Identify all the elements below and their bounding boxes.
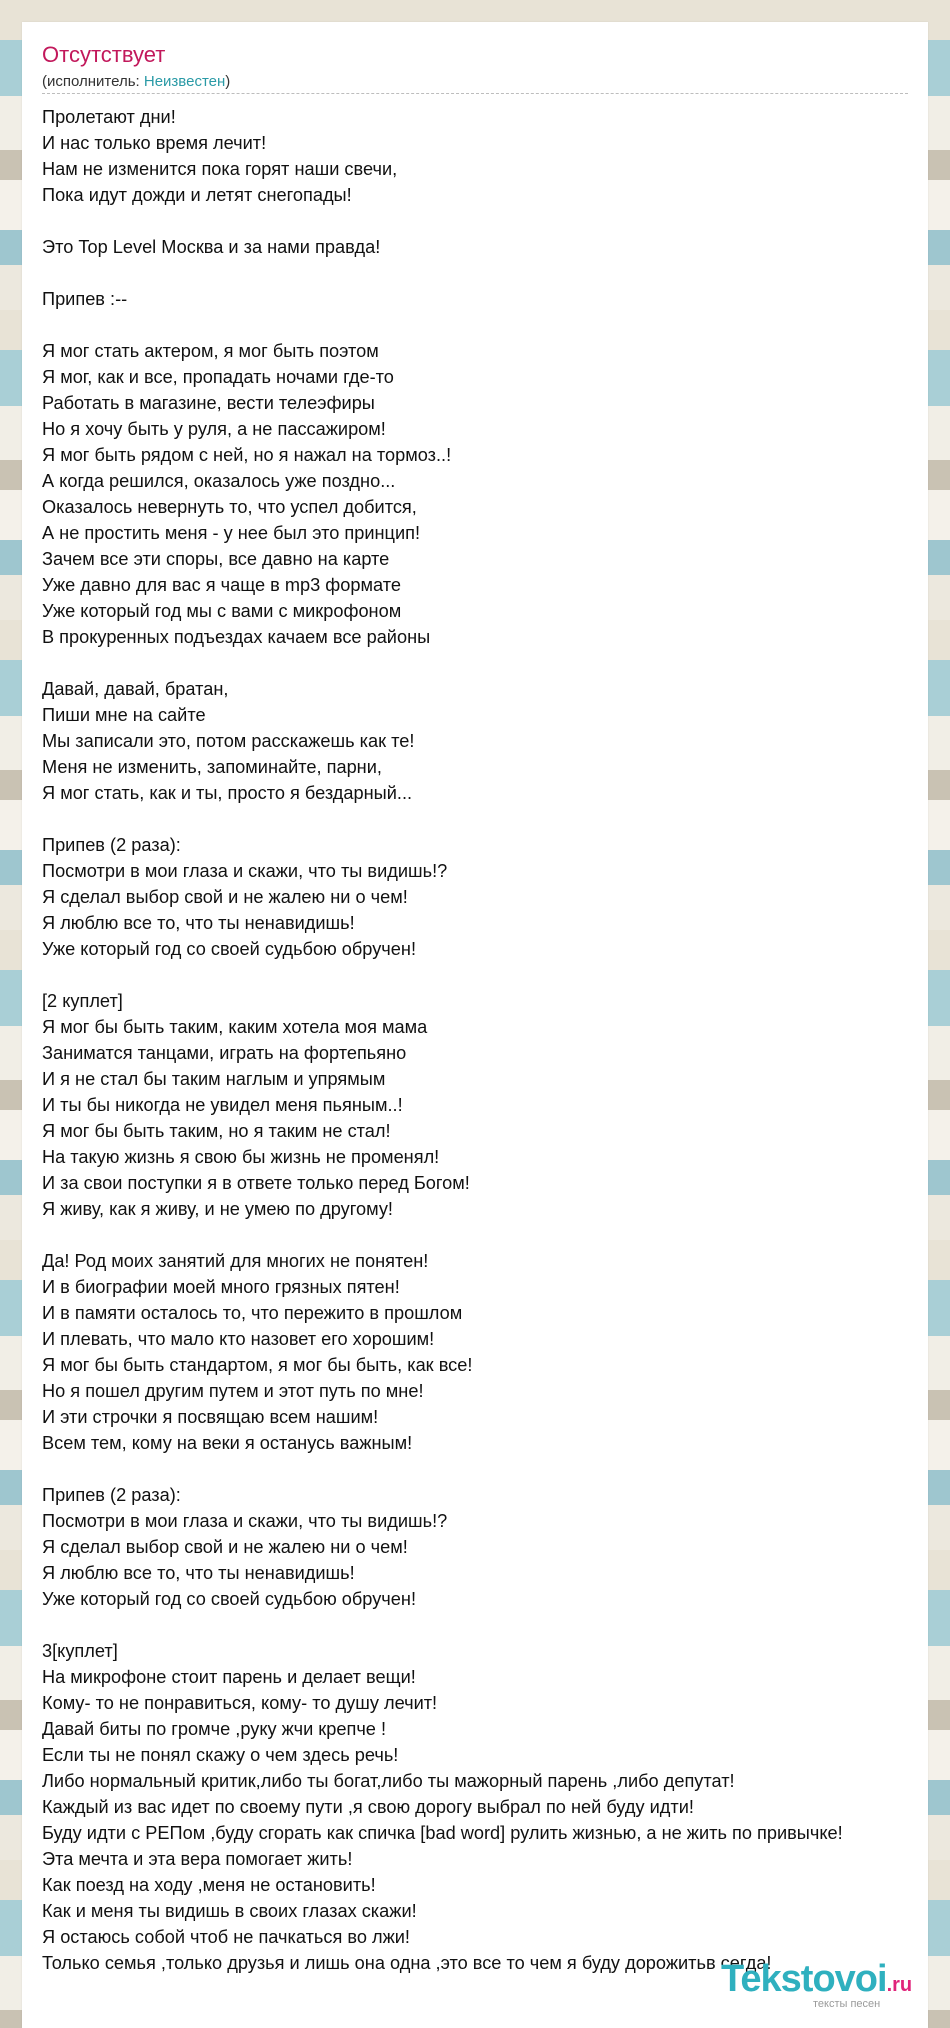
lyric-line bbox=[42, 208, 948, 234]
lyric-line: Я люблю все то, что ты ненавидишь! bbox=[42, 1563, 355, 1583]
dashed-divider bbox=[42, 93, 908, 94]
lyric-line bbox=[42, 312, 948, 338]
lyric-line: На микрофоне стоит парень и делает вещи! bbox=[42, 1667, 416, 1687]
lyric-line: Я мог бы быть таким, каким хотела моя мама bbox=[42, 1017, 428, 1037]
lyric-line: Я мог быть рядом с ней, но я нажал на тормоз..! bbox=[42, 445, 452, 465]
lyric-line: Уже давно для вас я чаще в mp3 формате bbox=[42, 575, 401, 595]
lyric-line: И в биографии моей много грязных пятен! bbox=[42, 1277, 400, 1297]
lyric-line bbox=[42, 1612, 948, 1638]
lyric-line: Я остаюсь собой чтоб не пачкаться во лжи! bbox=[42, 1927, 410, 1947]
lyric-line: Я сделал выбор свой и не жалею ни о чем! bbox=[42, 1537, 408, 1557]
lyric-line: 3[куплет] bbox=[42, 1641, 118, 1661]
lyric-line: Только семья ,только друзья и лишь она одна ,это все то чем я буду дорожитьв сегда! bbox=[42, 1953, 772, 1973]
lyric-line: Припев (2 раза): bbox=[42, 835, 181, 855]
lyric-line: Это Top Level Москва и за нами правда! bbox=[42, 237, 381, 257]
lyric-line: Пиши мне на сайте bbox=[42, 705, 206, 725]
lyric-line: Меня не изменить, запоминайте, парни, bbox=[42, 757, 382, 777]
lyric-line: Посмотри в мои глаза и скажи, что ты видишь!? bbox=[42, 861, 448, 881]
artist-suffix: ) bbox=[225, 73, 231, 90]
lyric-line: И нас только время лечит! bbox=[42, 133, 267, 153]
lyric-line: И в памяти осталось то, что пережито в прошлом bbox=[42, 1303, 463, 1323]
logo-brand: Tekstovoi bbox=[721, 1958, 887, 2000]
lyric-line: Да! Род моих занятий для многих не понятен! bbox=[42, 1251, 429, 1271]
lyric-line: Пролетают дни! bbox=[42, 107, 176, 127]
lyric-line bbox=[42, 260, 948, 286]
lyric-line bbox=[42, 1222, 948, 1248]
lyric-line: И плевать, что мало кто назовет его хорошим! bbox=[42, 1329, 435, 1349]
lyric-line: Буду идти с РЕПом ,буду сгорать как спичка [bad word] рулить жизнью, а не жить по привычке! bbox=[42, 1823, 843, 1843]
lyric-line bbox=[42, 650, 948, 676]
lyric-line: Уже который год со своей судьбою обручен! bbox=[42, 939, 416, 959]
lyric-line: Либо нормальный критик,либо ты богат,либо ты мажорный парень ,либо депутат! bbox=[42, 1771, 735, 1791]
lyric-line: Я сделал выбор свой и не жалею ни о чем! bbox=[42, 887, 408, 907]
lyric-line: Я живу, как я живу, и не умею по другому! bbox=[42, 1199, 393, 1219]
lyric-line bbox=[42, 1456, 948, 1482]
lyric-line: Уже который год мы с вами с микрофоном bbox=[42, 601, 402, 621]
lyric-line: Но я пошел другим путем и этот путь по мне! bbox=[42, 1381, 424, 1401]
artist-line bbox=[42, 73, 230, 90]
lyric-line: Посмотри в мои глаза и скажи, что ты видишь!? bbox=[42, 1511, 448, 1531]
lyric-line: Я мог стать, как и ты, просто я бездарный... bbox=[42, 783, 413, 803]
lyric-line: А не простить меня - у нее был это принцип! bbox=[42, 523, 421, 543]
lyric-line: И ты бы никогда не увидел меня пьяным..! bbox=[42, 1095, 403, 1115]
lyric-line: В прокуренных подъездах качаем все районы bbox=[42, 627, 431, 647]
lyric-line: И за свои поступки я в ответе только перед Богом! bbox=[42, 1173, 470, 1193]
lyric-line bbox=[42, 806, 948, 832]
lyric-line: Зачем все эти споры, все давно на карте bbox=[42, 549, 390, 569]
lyric-line: Если ты не понял скажу о чем здесь речь! bbox=[42, 1745, 399, 1765]
lyric-line bbox=[42, 962, 948, 988]
lyric-line: И я не стал бы таким наглым и упрямым bbox=[42, 1069, 386, 1089]
artist-link[interactable]: Неизвестен bbox=[143, 73, 226, 90]
song-title: Отсутствует bbox=[42, 42, 166, 67]
lyric-line: Я мог, как и все, пропадать ночами где-то bbox=[42, 367, 394, 387]
lyric-line: Припев (2 раза): bbox=[42, 1485, 181, 1505]
lyric-line: Я мог бы быть стандартом, я мог бы быть, как все! bbox=[42, 1355, 473, 1375]
lyric-line: Припев :-- bbox=[42, 289, 128, 309]
lyric-line: Мы записали это, потом расскажешь как те! bbox=[42, 731, 415, 751]
lyric-line: Эта мечта и эта вера помогает жить! bbox=[42, 1849, 353, 1869]
artist-prefix: (исполнитель: bbox=[42, 73, 144, 90]
logo-tagline: тексты песен bbox=[813, 1998, 881, 2010]
lyric-line: Оказалось невернуть то, что успел добится, bbox=[42, 497, 417, 517]
lyric-line: Но я хочу быть у руля, а не пассажиром! bbox=[42, 419, 386, 439]
lyric-line: Давай, давай, братан, bbox=[42, 679, 229, 699]
lyric-line: Пока идут дожди и летят снегопады! bbox=[42, 185, 352, 205]
lyric-line: Как поезд на ходу ,меня не остановить! bbox=[42, 1875, 376, 1895]
site-logo[interactable] bbox=[721, 1958, 931, 2010]
lyric-line: Я мог бы быть таким, но я таким не стал! bbox=[42, 1121, 391, 1141]
lyric-line: Заниматся танцами, играть на фортепьяно bbox=[42, 1043, 407, 1063]
lyric-line: На такую жизнь я свою бы жизнь не променял! bbox=[42, 1147, 440, 1167]
lyric-line: Кому- то не понравиться, кому- то душу лечит! bbox=[42, 1693, 438, 1713]
lyric-line: Уже который год со своей судьбою обручен! bbox=[42, 1589, 416, 1609]
lyric-line: Я люблю все то, что ты ненавидишь! bbox=[42, 913, 355, 933]
lyric-line: Всем тем, кому на веки я останусь важным! bbox=[42, 1433, 413, 1453]
lyric-line: А когда решился, оказалось уже поздно... bbox=[42, 471, 396, 491]
lyric-line: Каждый из вас идет по своему пути ,я свою дорогу выбрал по ней буду идти! bbox=[42, 1797, 694, 1817]
lyric-line: Давай биты по громче ,руку жчи крепче ! bbox=[42, 1719, 387, 1739]
logo-tld: .ru bbox=[886, 1974, 913, 1996]
lyric-line: Работать в магазине, вести телеэфиры bbox=[42, 393, 375, 413]
lyrics-text bbox=[42, 104, 948, 1976]
lyric-line: И эти строчки я посвящаю всем нашим! bbox=[42, 1407, 379, 1427]
lyric-line: Я мог стать актером, я мог быть поэтом bbox=[42, 341, 379, 361]
lyric-line: Как и меня ты видишь в своих глазах скажи! bbox=[42, 1901, 417, 1921]
lyric-line: Нам не изменится пока горят наши свечи, bbox=[42, 159, 398, 179]
lyric-line: [2 куплет] bbox=[42, 991, 123, 1011]
